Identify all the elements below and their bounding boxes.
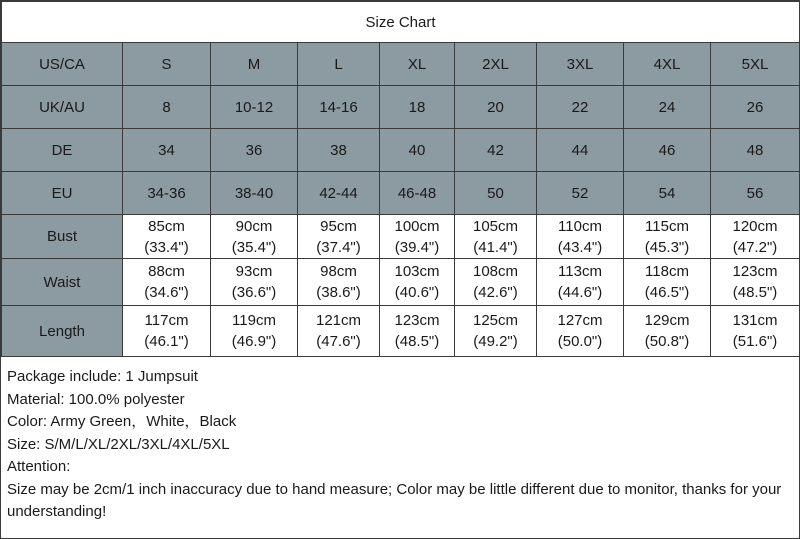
measure-cell	[380, 306, 455, 357]
measure-cell	[380, 215, 455, 259]
inch-value: (44.6")	[557, 284, 603, 301]
conversion-row-us	[2, 43, 800, 86]
size-cell: 56	[711, 172, 800, 215]
inch-value: (38.6")	[316, 284, 361, 301]
measure-cell	[211, 259, 298, 306]
size-cell: 14-16	[298, 86, 380, 129]
size-cell: 10-12	[211, 86, 298, 129]
inch-value: (33.4")	[144, 238, 189, 256]
disclaimer-note: Size may be 2cm/1 inch inaccuracy due to hand measure; Color may be little different due to monitor, thanks for your understanding!	[7, 480, 782, 520]
size-cell: XL	[380, 43, 455, 86]
size-cell: 8	[123, 86, 211, 129]
inch-value: (47.6")	[316, 333, 361, 350]
size-cell: 38	[298, 129, 380, 172]
inch-value: (49.2")	[473, 333, 518, 350]
cm-value: 88cm	[148, 263, 185, 280]
measure-cell	[123, 306, 211, 357]
size-cell: 42-44	[298, 172, 380, 215]
inch-value: (47.2")	[732, 238, 778, 256]
size-cell: 34-36	[123, 172, 211, 215]
cm-value: 118cm	[645, 263, 689, 280]
conversion-row-eu	[2, 172, 800, 215]
measure-cell	[298, 306, 380, 357]
inch-value: (46.9")	[231, 333, 277, 350]
cm-value: 90cm	[235, 217, 273, 235]
size-cell: 48	[711, 129, 800, 172]
product-notes	[1, 357, 799, 524]
measure-cell	[298, 259, 380, 306]
measure-cell	[123, 215, 211, 259]
measure-cell	[298, 215, 380, 259]
measure-cell	[211, 215, 298, 259]
size-cell: 3XL	[537, 43, 624, 86]
title-row	[2, 2, 800, 43]
cm-value: 119cm	[232, 312, 276, 329]
size-cell: 24	[624, 86, 711, 129]
cm-value: 113cm	[558, 263, 602, 280]
conversion-row-uk	[2, 86, 800, 129]
row-label: EU	[2, 172, 123, 215]
cm-value: 85cm	[148, 217, 185, 235]
size-cell: 54	[624, 172, 711, 215]
size-cell: 22	[537, 86, 624, 129]
cm-value: 131cm	[732, 312, 778, 329]
measure-cell	[624, 306, 711, 357]
measure-cell	[380, 259, 455, 306]
measure-cell	[711, 259, 800, 306]
size-cell: S	[123, 43, 211, 86]
cm-value: 123cm	[394, 312, 440, 329]
inch-value: (46.5")	[644, 284, 690, 301]
inch-value: (51.6")	[732, 333, 778, 350]
measurement-row-waist	[2, 259, 800, 306]
cm-value: 93cm	[235, 263, 273, 280]
size-cell: 2XL	[455, 43, 537, 86]
size-cell: 34	[123, 129, 211, 172]
size-cell: 4XL	[624, 43, 711, 86]
row-label: DE	[2, 129, 123, 172]
measurement-row-bust	[2, 215, 800, 259]
inch-value: (36.6")	[231, 284, 277, 301]
cm-value: 100cm	[394, 217, 440, 235]
cm-value: 95cm	[320, 217, 357, 235]
material-note: Material: 100.0% polyester	[7, 390, 185, 408]
inch-value: (43.4")	[557, 238, 603, 256]
size-cell: 46-48	[380, 172, 455, 215]
measure-cell	[211, 306, 298, 357]
size-cell: 40	[380, 129, 455, 172]
size-cell: 26	[711, 86, 800, 129]
size-note: Size: S/M/L/XL/2XL/3XL/4XL/5XL	[7, 435, 230, 453]
row-label: Bust	[2, 215, 123, 259]
size-cell: 44	[537, 129, 624, 172]
cm-value: 125cm	[472, 312, 519, 329]
row-label: US/CA	[2, 43, 123, 86]
inch-value: (41.4")	[473, 238, 518, 256]
measure-cell	[624, 259, 711, 306]
size-cell: 38-40	[211, 172, 298, 215]
size-cell: 20	[455, 86, 537, 129]
cm-value: 98cm	[320, 263, 357, 280]
size-cell: 36	[211, 129, 298, 172]
color-note: Color: Army Green，White，Black	[7, 413, 237, 430]
measure-cell	[123, 259, 211, 306]
cm-value: 123cm	[732, 263, 778, 280]
measure-cell	[537, 259, 624, 306]
cm-value: 129cm	[644, 312, 690, 329]
cm-value: 120cm	[732, 217, 778, 235]
measure-cell	[711, 215, 800, 259]
cm-value: 121cm	[315, 312, 362, 329]
measure-cell	[455, 306, 537, 357]
inch-value: (48.5")	[394, 333, 440, 350]
inch-value: (50.0")	[557, 333, 603, 350]
size-cell: 18	[380, 86, 455, 129]
cm-value: 117cm	[144, 312, 189, 329]
measure-cell	[455, 215, 537, 259]
inch-value: (45.3")	[644, 238, 690, 256]
measure-cell	[537, 306, 624, 357]
attention-label: Attention:	[7, 458, 71, 475]
measurement-row-length	[2, 306, 800, 357]
measure-cell	[537, 215, 624, 259]
chart-title: Size Chart	[2, 2, 800, 43]
cm-value: 103cm	[394, 263, 440, 280]
package-note: Package include: 1 Jumpsuit	[7, 368, 198, 385]
inch-value: (35.4")	[231, 238, 277, 256]
size-cell: 46	[624, 129, 711, 172]
size-cell: 50	[455, 172, 537, 215]
size-cell: M	[211, 43, 298, 86]
inch-value: (37.4")	[316, 238, 361, 256]
inch-value: (46.1")	[144, 333, 189, 350]
cm-value: 110cm	[558, 217, 602, 235]
inch-value: (34.6")	[144, 284, 189, 301]
row-label: UK/AU	[2, 86, 123, 129]
inch-value: (40.6")	[394, 284, 440, 301]
cm-value: 115cm	[645, 217, 689, 235]
conversion-row-de	[2, 129, 800, 172]
size-cell: L	[298, 43, 380, 86]
size-cell: 42	[455, 129, 537, 172]
cm-value: 108cm	[472, 263, 519, 280]
row-label: Length	[2, 306, 123, 357]
measure-cell	[624, 215, 711, 259]
inch-value: (39.4")	[394, 238, 440, 256]
row-label: Waist	[2, 259, 123, 306]
cm-value: 127cm	[557, 312, 603, 329]
measure-cell	[711, 306, 800, 357]
cm-value: 105cm	[472, 217, 519, 235]
inch-value: (48.5")	[732, 284, 778, 301]
size-cell: 5XL	[711, 43, 800, 86]
inch-value: (50.8")	[644, 333, 690, 350]
size-chart-table	[1, 1, 800, 357]
measure-cell	[455, 259, 537, 306]
size-cell: 52	[537, 172, 624, 215]
inch-value: (42.6")	[473, 284, 518, 301]
